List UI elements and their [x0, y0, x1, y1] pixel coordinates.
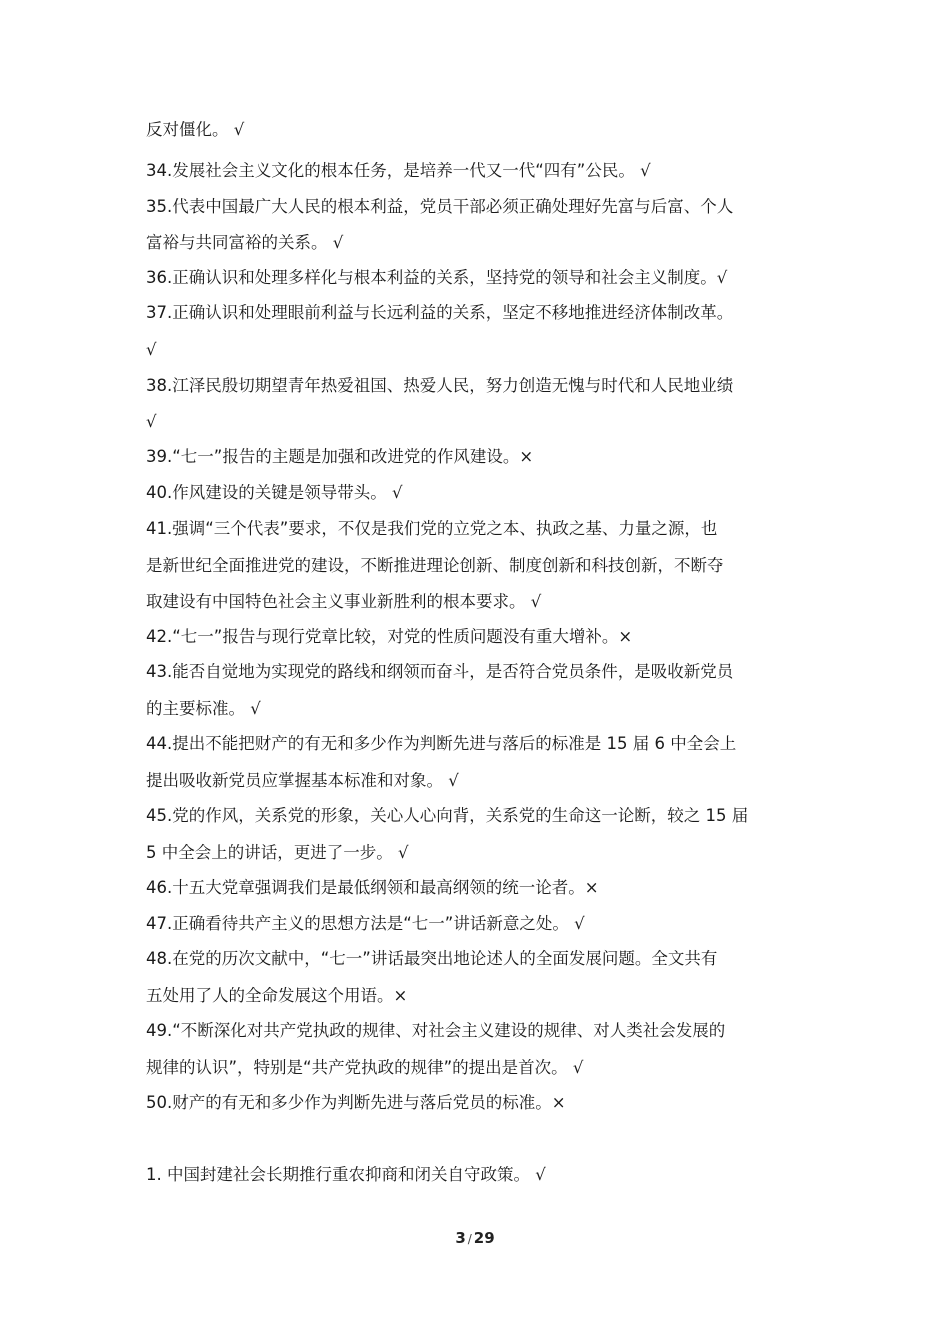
text-line: 45.党的作风，关系党的形象，关心人心向背，关系党的生命这一论断，较之 15 届 [146, 806, 749, 825]
text-line: 42.“七一”报告与现行党章比较，对党的性质问题没有重大增补。× [146, 627, 633, 646]
text-line: 37.正确认识和处理眼前利益与长远利益的关系，坚定不移地推进经济体制改革。 [146, 303, 734, 322]
text-line: 36.正确认识和处理多样化与根本利益的关系，坚持党的领导和社会主义制度。√ [146, 268, 728, 287]
text-line: √ [146, 340, 157, 359]
text-line: 50.财产的有无和多少作为判断先进与落后党员的标准。× [146, 1093, 566, 1112]
text-line: 47.正确看待共产主义的思想方法是“七一”讲话新意之处。 √ [146, 914, 585, 933]
page-number-footer [0, 1229, 950, 1247]
text-line: 38.江泽民殷切期望青年热爱祖国、热爱人民，努力创造无愧与时代和人民地业绩 [146, 376, 734, 395]
text-line: 5 中全会上的讲话，更进了一步。 √ [146, 843, 409, 862]
text-line: 40.作风建设的关键是领导带头。 √ [146, 483, 403, 502]
page-separator: / [467, 1232, 472, 1246]
text-line: √ [146, 412, 157, 431]
text-line: 46.十五大党章强调我们是最低纲领和最高纲领的统一论者。× [146, 878, 599, 897]
text-line: 39.“七一”报告的主题是加强和改进党的作风建设。× [146, 447, 534, 466]
text-line: 规律的认识”，特别是“共产党执政的规律”的提出是首次。 √ [146, 1058, 584, 1077]
text-line: 44.提出不能把财产的有无和多少作为判断先进与落后的标准是 15 届 6 中全会上 [146, 734, 737, 753]
text-line: 1. 中国封建社会长期推行重农抑商和闭关自守政策。 √ [146, 1165, 546, 1184]
text-line: 富裕与共同富裕的关系。 √ [146, 233, 344, 252]
text-line: 41.强调“三个代表”要求，不仅是我们党的立党之本、执政之基、力量之源，也 [146, 519, 718, 538]
text-line: 35.代表中国最广大人民的根本利益，党员干部必须正确处理好先富与后富、个人 [146, 197, 734, 216]
text-line: 49.“不断深化对共产党执政的规律、对社会主义建设的规律、对人类社会发展的 [146, 1021, 726, 1040]
text-line: 是新世纪全面推进党的建设，不断推进理论创新、制度创新和科技创新，不断夺 [146, 556, 724, 575]
text-line: 34.发展社会主义文化的根本任务，是培养一代又一代“四有”公民。 √ [146, 161, 651, 180]
text-line: 的主要标准。 √ [146, 699, 261, 718]
text-line: 43.能否自觉地为实现党的路线和纲领而奋斗，是否符合党员条件，是吸收新党员 [146, 662, 734, 681]
text-line: 反对僵化。 √ [146, 120, 245, 139]
text-line: 提出吸收新党员应掌握基本标准和对象。 √ [146, 771, 459, 790]
text-line: 取建设有中国特色社会主义事业新胜利的根本要求。 √ [146, 592, 542, 611]
current-page-number: 3 [455, 1229, 466, 1247]
text-line: 五处用了人的全命发展这个用语。× [146, 986, 408, 1005]
text-line: 48.在党的历次文献中，“七一”讲话最突出地论述人的全面发展问题。全文共有 [146, 949, 718, 968]
total-page-count: 29 [473, 1229, 495, 1247]
